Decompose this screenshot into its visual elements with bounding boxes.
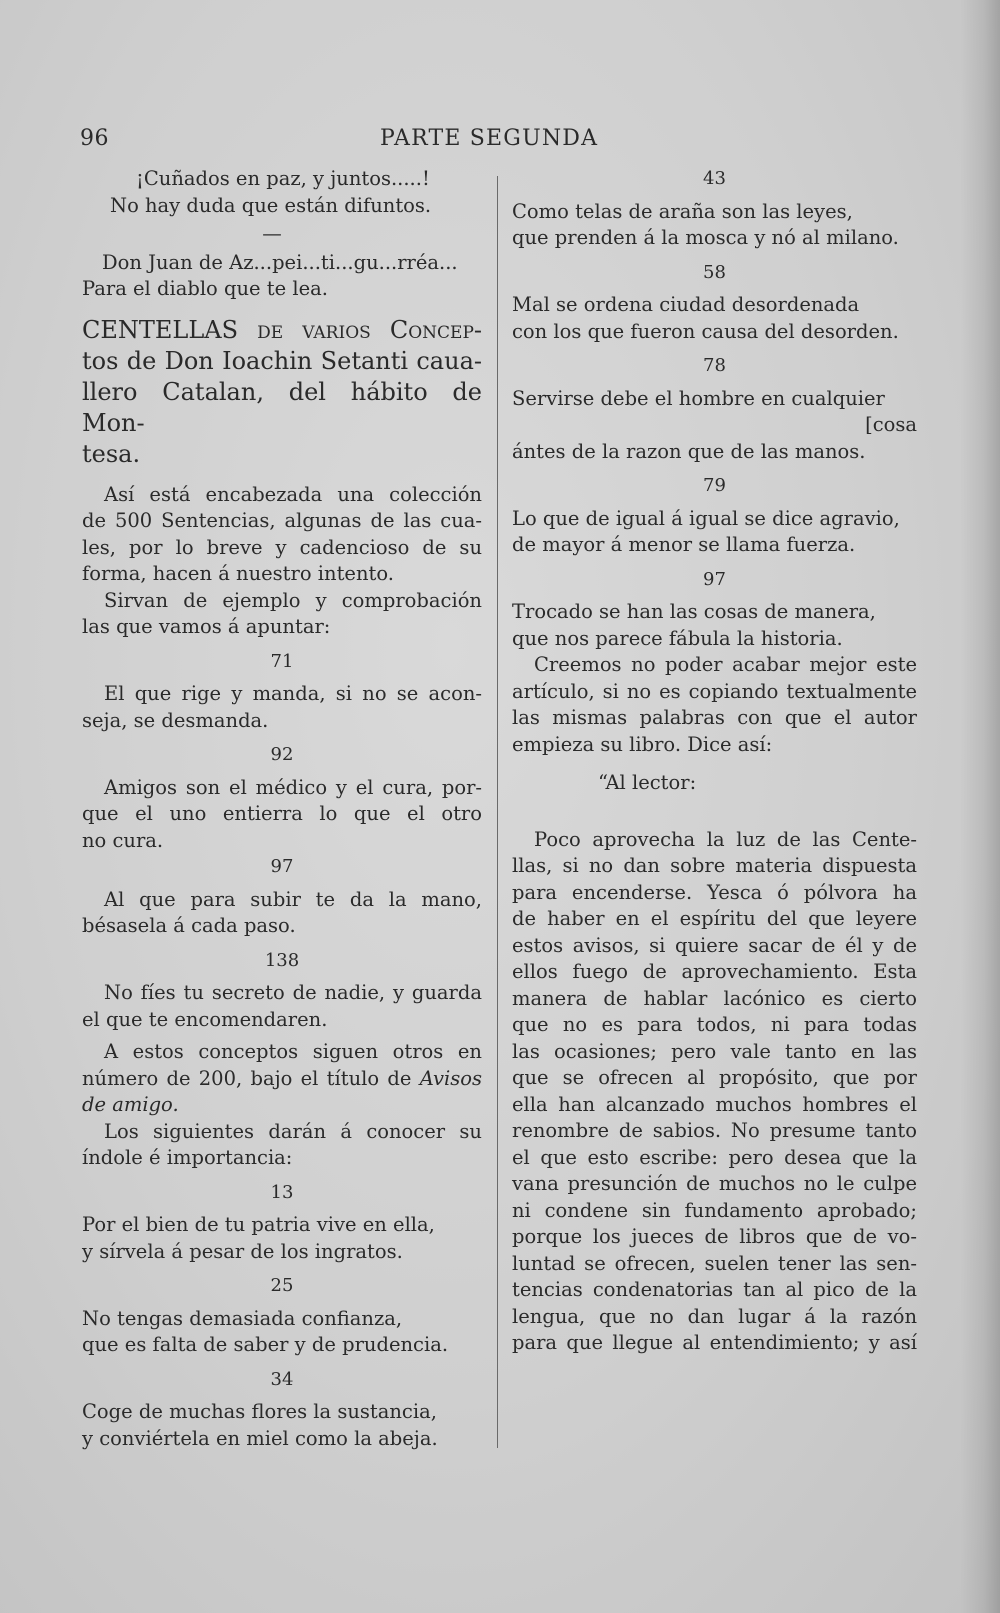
paragraph-text: número de 200, bajo el título de [82,1066,412,1090]
sentence-line: y conviértela en miel como la abeja. [82,1426,438,1450]
verse-line: Para el diablo que te lea. [82,277,328,300]
sentence-line: con los que fueron causa del desorden. [512,319,899,343]
sentence-line: No fíes tu secreto de nadie, y guarda [104,981,482,1004]
paragraph-line: empieza su libro. Dice así: [512,732,773,756]
sentence-line: Por el bien de tu patria vive en ella, [82,1213,435,1236]
sentence-number: 78 [703,355,726,376]
running-head: PARTE SEGUNDA [380,126,599,151]
quote-line: manera de hablar lacónico es cierto [512,986,917,1010]
sentence-number: 79 [703,475,726,496]
paragraph-line: les, por lo breve y cadencioso de su [82,535,482,559]
quote-line: que no es para todos, ni para todas [512,1013,917,1036]
sentence-line: Como telas de araña son las leyes, [512,199,853,223]
sentence-line: Trocado se han las cosas de manera, [512,600,876,623]
quote-line: de haber en el espíritu del que leyere [512,907,917,930]
paragraph-line: de 500 Sentencias, algunas de las cua- [82,509,482,532]
paragraph-line: las mismas palabras con que el autor [512,706,917,729]
sentence-line: ántes de la razon que de las manos. [512,439,866,463]
paragraph-line: Creemos no poder acabar mejor este [534,653,917,676]
column-divider [497,176,498,1448]
left-column [82,166,482,1452]
paragraph-line: Los siguientes darán á conocer su [104,1119,482,1143]
verse-line: ¡Cuñados en paz, y juntos.....! [136,167,430,190]
sentence-line: bésasela á cada paso. [82,914,296,937]
title-line: llero Catalan, del hábito de Mon- [82,377,482,437]
quote-line: las ocasiones; pero vale tanto en las [512,1039,917,1063]
sentence-number: 71 [270,650,294,672]
quote-heading: “Al lector: [598,771,697,794]
sentence-line: Servirse debe el hombre en cualquier [512,386,885,410]
sentence-line: que el uno entierra lo que el otro [82,802,482,825]
quote-line: luntad se ofrecen, suelen tener las sen- [512,1251,917,1275]
sentence-number: 97 [703,568,726,590]
sentence-line: Lo que de igual á igual se dice agravio, [512,506,900,530]
section-title [82,315,482,470]
dash-separator: — [262,222,282,245]
right-column [512,166,917,1357]
sentence-number: 58 [703,261,726,283]
sentence-line: y sírvela á pesar de los ingratos. [82,1239,403,1263]
quote-line: que se ofrecen al propósito, que por [512,1066,917,1089]
quote-line: vana presunción de muchos no le culpe [512,1172,917,1195]
quote-line: el que esto escribe: pero desea que la [512,1145,917,1169]
quote-line: lengua, que no dan lugar á la razón [512,1304,917,1328]
quote-line: porque los jueces de libros que de vo- [512,1225,917,1248]
paragraph-line: Así está encabezada una colección [104,482,482,506]
sentence-line: no cura. [82,828,164,852]
quote-line: ellos fuego de aprovechamiento. Esta [512,960,917,983]
sentence-line: el que te encomendaren. [82,1007,328,1031]
quote-line: tencias condenatorias tan al pico de la [512,1278,917,1301]
sentence-line: que es falta de saber y de prudencia. [82,1333,449,1356]
sentence-number: 13 [270,1181,294,1203]
sentence-line: Coge de muchas flores la sustancia, [82,1400,437,1423]
sentence-line: que prenden á la mosca y nó al milano. [512,226,899,249]
sentence-line: de mayor á menor se llama fuerza. [512,533,856,556]
quote-line: estos avisos, si quiere sacar de él y de [512,933,917,957]
sentence-line: El que rige y manda, si no se acon- [104,682,482,705]
page-header [80,124,910,154]
title-smallcaps: de varios Concep- [257,315,482,344]
verse-line: No hay duda que están difuntos. [110,193,432,217]
paragraph-line: las que vamos á apuntar: [82,615,331,638]
quote-line: para que llegue al entendimiento; y así [512,1331,917,1354]
page-number: 96 [80,126,109,151]
paragraph-line [82,1066,482,1093]
sentence-line: Amigos son el médico y el cura, por- [104,775,482,799]
paragraph-line: A estos conceptos siguen otros en [104,1040,482,1063]
paragraph-line: artículo, si no es copiando textualmente [512,679,917,703]
sentence-number: 34 [270,1368,294,1390]
sentence-number: 92 [270,744,294,765]
sentence-line: [cosa [865,413,917,436]
verse-line: Don Juan de Az...pei...ti...gu...rréa... [102,250,458,274]
sentence-line: Mal se ordena ciudad desordenada [512,293,860,316]
quote-line: renombre de sabios. No presume tanto [512,1119,917,1142]
paragraph-line: Sirvan de ejemplo y comprobación [104,588,482,612]
quote-line: ni condene sin fundamento aprobado; [512,1198,917,1222]
quote-line: para encenderse. Yesca ó pólvora ha [512,880,917,904]
sentence-line: No tengas demasiada confianza, [82,1306,403,1330]
quote-line: ella han alcanzado muchos hombres el [512,1092,917,1116]
title-word: CENTELLAS [82,315,239,344]
paragraph-line: índole é importancia: [82,1146,293,1169]
quote-line: Poco aprovecha la luz de las Cente- [534,827,917,851]
italic-title: Avisos [419,1066,483,1090]
paragraph-line: forma, hacen á nuestro intento. [82,562,394,585]
page-edge-shadow [960,0,1000,1613]
sentence-number: 25 [270,1275,294,1296]
sentence-line: que nos parece fábula la historia. [512,626,843,650]
sentence-number: 138 [264,949,300,971]
title-line: tesa. [82,439,141,468]
title-line: tos de Don Ioachin Setanti caua- [82,346,482,375]
sentence-number: 97 [270,856,294,877]
sentence-number: 43 [703,168,726,189]
quote-line: llas, si no dan sobre materia dispuesta [512,854,917,877]
italic-title: de amigo. [82,1093,179,1116]
sentence-line: Al que para subir te da la mano, [104,887,482,911]
sentence-line: seja, se desmanda. [82,708,269,732]
